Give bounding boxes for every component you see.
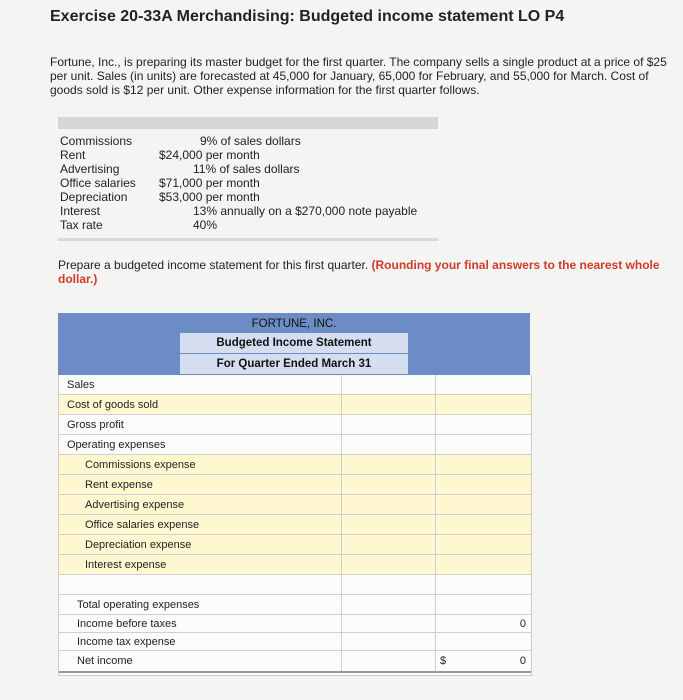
income-tax-col1[interactable] — [341, 633, 436, 650]
info-value: $53,000 per month — [159, 190, 260, 204]
cogs-amount-input[interactable] — [435, 395, 532, 414]
row-label: Operating expenses — [67, 439, 166, 451]
commissions-expense-col2[interactable] — [435, 455, 532, 474]
info-label: Interest — [60, 204, 101, 218]
table-row-blank — [59, 575, 531, 595]
table-row-net-income — [59, 651, 531, 673]
blank-row-col1[interactable] — [341, 575, 436, 594]
total-operating-expenses-input[interactable] — [435, 595, 532, 614]
exercise-title: Exercise 20-33A Merchandising: Budgeted income statement LO P4 — [50, 8, 565, 25]
rounding-note: (Rounding your final answers to the nearest whole dollar.) — [58, 258, 660, 286]
row-label: Total operating expenses — [77, 599, 200, 611]
income-before-taxes-col1[interactable] — [341, 615, 436, 632]
income-before-taxes-input[interactable] — [435, 615, 532, 632]
info-label: Depreciation — [60, 190, 128, 204]
company-name: FORTUNE, INC. — [251, 318, 337, 330]
instructions-text: Prepare a budgeted income statement for this first quarter. — [58, 258, 372, 272]
info-label: Rent — [60, 148, 86, 162]
gross-profit-input[interactable] — [435, 415, 532, 434]
row-label: Rent expense — [85, 479, 153, 491]
info-value: 9% of sales dollars — [200, 134, 301, 148]
cogs-amount-col1[interactable] — [341, 395, 436, 414]
rent-expense-col2[interactable] — [435, 475, 532, 494]
row-label: Advertising expense — [85, 499, 185, 511]
statement-header — [58, 313, 530, 375]
interest-expense-input[interactable] — [341, 555, 436, 574]
net-income-input[interactable] — [435, 651, 532, 671]
advertising-expense-col2[interactable] — [435, 495, 532, 514]
office-salaries-expense-input[interactable] — [341, 515, 436, 534]
row-label: Gross profit — [67, 419, 124, 431]
net-income-col1[interactable] — [341, 651, 436, 671]
table-row-interest — [59, 555, 531, 575]
office-salaries-expense-col2[interactable] — [435, 515, 532, 534]
problem-intro: Fortune, Inc., is preparing its master budget for the first quarter. The company sells a single product at a price of $25 per unit. Sales (in units) are forecasted at 45,000 for January, 65,000 for February, and 55,000 for March. Cost of goods sold is $12 per unit. Other expense information for the first quarter follows. — [50, 55, 667, 97]
table-row-office-salaries — [59, 515, 531, 535]
info-label: Tax rate — [60, 218, 103, 232]
table-row-cogs — [59, 395, 531, 415]
instructions — [58, 258, 668, 286]
table-row-rent — [59, 475, 531, 495]
income-before-taxes-value: 0 — [519, 618, 526, 630]
depreciation-expense-input[interactable] — [341, 535, 436, 554]
info-label: Office salaries — [60, 176, 136, 190]
row-label: Interest expense — [85, 559, 167, 571]
row-label: Sales — [67, 379, 95, 391]
commissions-expense-input[interactable] — [341, 455, 436, 474]
income-tax-expense-input[interactable] — [435, 633, 532, 650]
info-value: $71,000 per month — [159, 176, 260, 190]
sales-amount-col1[interactable] — [341, 375, 436, 394]
total-operating-expenses-col1[interactable] — [341, 595, 436, 614]
info-value: 40% — [193, 218, 218, 232]
table-row-income-before-taxes — [59, 615, 531, 633]
info-value: $24,000 per month — [159, 148, 260, 162]
statement-period: For Quarter Ended March 31 — [216, 358, 372, 370]
row-label: Income tax expense — [77, 636, 176, 648]
table-row-depreciation — [59, 535, 531, 555]
table-row-gross-profit — [59, 415, 531, 435]
currency-symbol: $ — [440, 655, 447, 667]
row-label: Income before taxes — [77, 618, 177, 630]
info-value: 11% of sales dollars — [193, 162, 300, 176]
table-row-total-operating-expenses — [59, 595, 531, 615]
info-table-footer-bar — [58, 238, 438, 241]
row-label: Depreciation expense — [85, 539, 192, 551]
rent-expense-input[interactable] — [341, 475, 436, 494]
table-row-operating-expenses — [59, 435, 531, 455]
operating-expenses-col2[interactable] — [435, 435, 532, 454]
sales-amount-input[interactable] — [435, 375, 532, 394]
info-table-header-bar — [58, 117, 438, 129]
table-row-advertising — [59, 495, 531, 515]
info-label: Advertising — [60, 162, 120, 176]
row-label: Commissions expense — [85, 459, 196, 471]
info-label: Commissions — [60, 134, 133, 148]
interest-expense-col2[interactable] — [435, 555, 532, 574]
net-income-value: 0 — [519, 655, 526, 667]
gross-profit-col1[interactable] — [341, 415, 436, 434]
table-row-commissions — [59, 455, 531, 475]
advertising-expense-input[interactable] — [341, 495, 436, 514]
blank-row-col2[interactable] — [435, 575, 532, 594]
row-label: Net income — [77, 655, 133, 667]
info-value: 13% annually on a $270,000 note payable — [193, 204, 418, 218]
table-row-sales — [59, 375, 531, 395]
operating-expenses-col1[interactable] — [341, 435, 436, 454]
table-row-income-tax — [59, 633, 531, 651]
statement-title: Budgeted Income Statement — [216, 337, 372, 349]
depreciation-expense-col2[interactable] — [435, 535, 532, 554]
row-label: Office salaries expense — [85, 519, 200, 531]
income-statement-table — [58, 375, 532, 676]
row-label: Cost of goods sold — [67, 399, 159, 411]
